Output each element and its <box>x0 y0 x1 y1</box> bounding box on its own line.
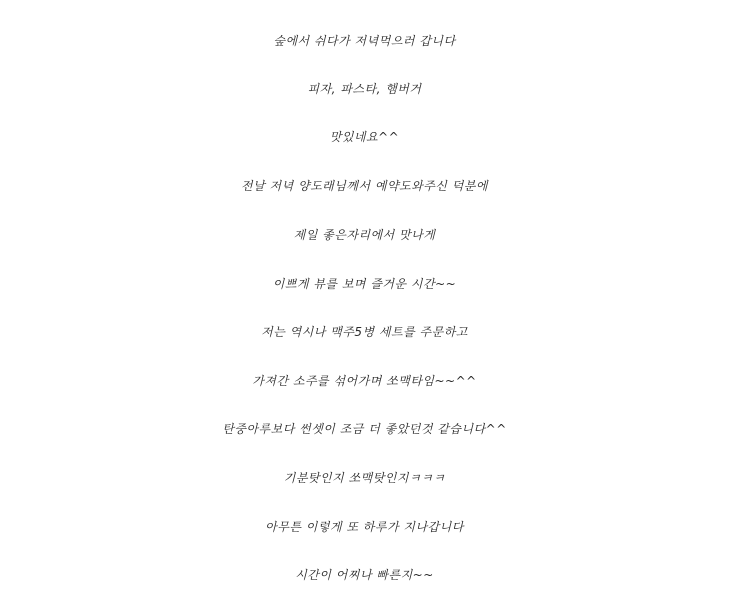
post-line-3: 맛있네요^^ <box>329 130 400 144</box>
post-line-11: 아무튼 이렇게 또 하루가 지나갑니다 <box>265 520 464 534</box>
post-line-10: 기분탓인지 쏘맥탓인지ㅋㅋㅋ <box>283 471 446 485</box>
post-line-8: 가져간 소주를 섞어가며 쏘맥타임~~^^ <box>252 374 477 388</box>
post-line-7: 저는 역시나 맥주5병 세트를 주문하고 <box>261 325 468 339</box>
post-line-4: 전날 저녁 양도래님께서 예약도와주신 덕분에 <box>240 179 488 193</box>
post-line-9: 탄중아루보다 썬셋이 조금 더 좋았던것 같습니다^^ <box>222 422 507 436</box>
post-line-12: 시간이 어찌나 빠른지~~ <box>295 568 434 582</box>
post-line-6: 이쁘게 뷰를 보며 즐거운 시간~~ <box>272 277 457 291</box>
post-line-5: 제일 좋은자리에서 맛나게 <box>293 228 436 242</box>
post-line-2: 피자, 파스타, 햄버거 <box>307 82 422 96</box>
post-line-1: 숲에서 쉬다가 저녁먹으러 갑니다 <box>273 34 456 48</box>
